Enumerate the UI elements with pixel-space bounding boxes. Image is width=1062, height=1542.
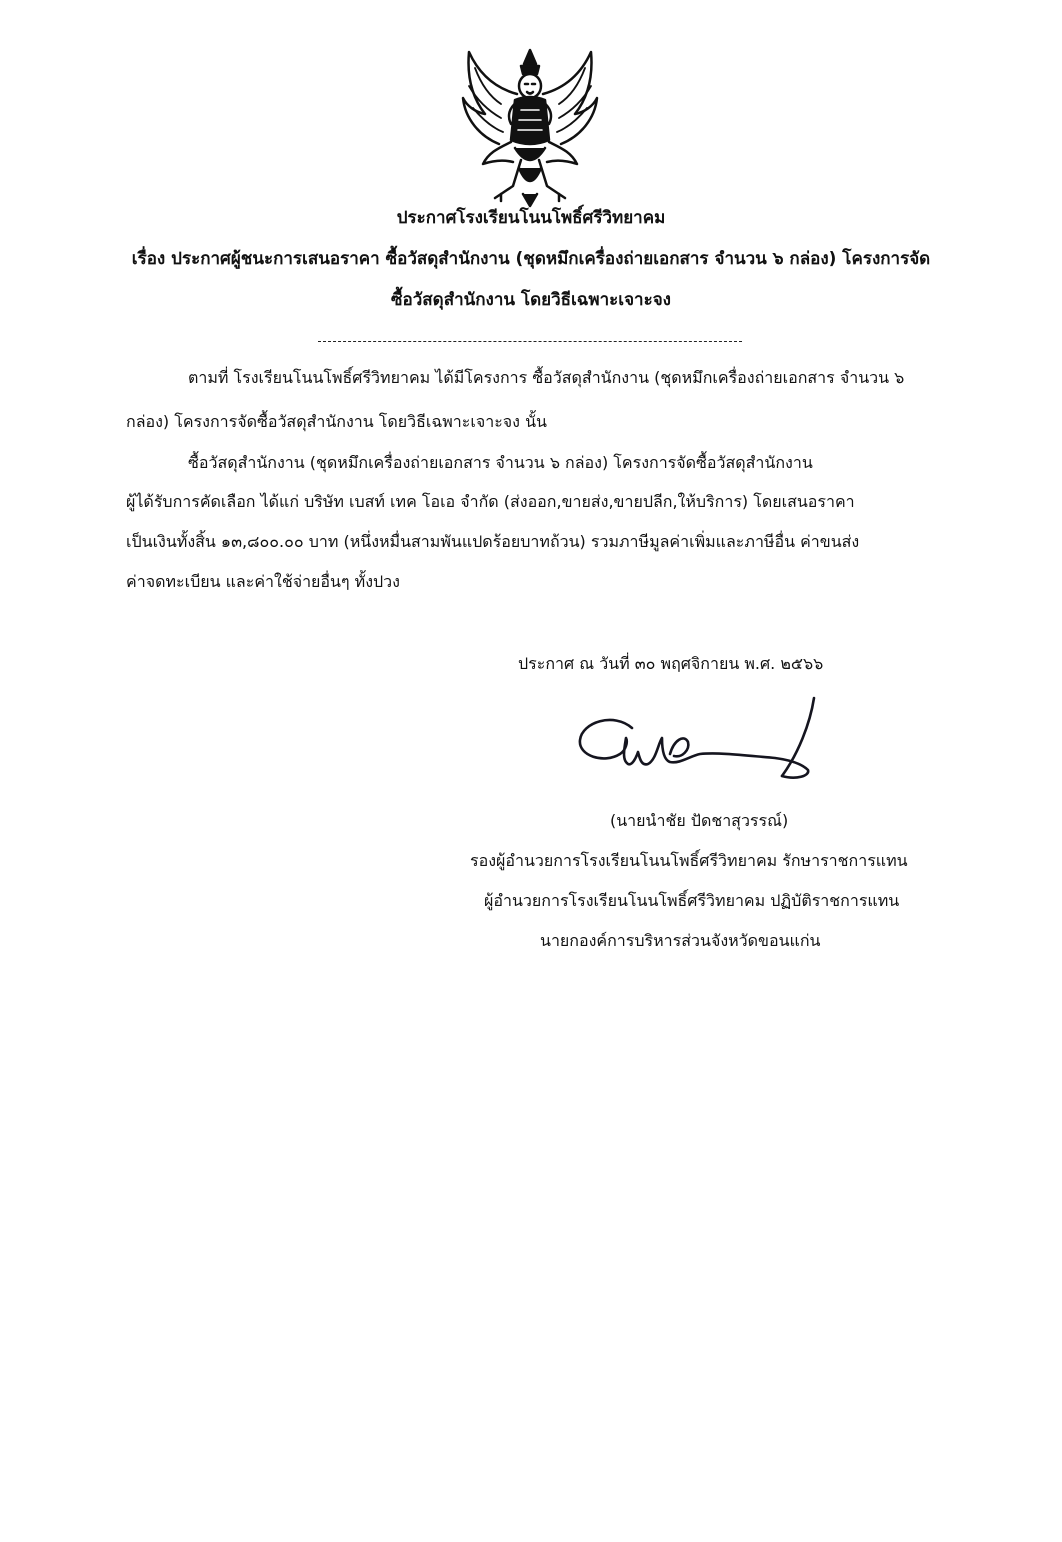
separator-rule [318, 341, 742, 342]
paragraph-2-line-3: เป็นเงินทั้งสิ้น ๑๓,๘๐๐.๐๐ บาท (หนึ่งหมื่นสามพันแปดร้อยบาทถ้วน) รวมภาษีมูลค่าเพิ่มและภาษีอื่น ค่าขนส่ง [126, 532, 860, 551]
signer-position-line-2: ผู้อำนวยการโรงเรียนโนนโพธิ์ศรีวิทยาคม ปฏิบัติราชการแทน [484, 891, 900, 910]
announcement-date: ประกาศ ณ วันที่ ๓๐ พฤศจิกายน พ.ศ. ๒๕๖๖ [518, 654, 824, 673]
signer-position-line-3: นายกองค์การบริหารส่วนจังหวัดขอนแก่น [540, 931, 821, 950]
paragraph-2-line-4: ค่าจดทะเบียน และค่าใช้จ่ายอื่นๆ ทั้งปวง [126, 572, 400, 591]
signer-name: (นายนำชัย ปัดชาสุวรรณ์) [610, 811, 789, 830]
paragraph-1-line-2: กล่อง) โครงการจัดซื้อวัสดุสำนักงาน โดยวิธีเฉพาะเจาะจง นั้น [126, 412, 547, 431]
paragraph-2-line-2: ผู้ได้รับการคัดเลือก ได้แก่ บริษัท เบสท์ เทค โอเอ จำกัด (ส่งออก,ขายส่ง,ขายปลีก,ให้บริการ) โดยเสนอราคา [126, 492, 855, 511]
announcement-subject-line-1: เรื่อง ประกาศผู้ชนะการเสนอราคา ซื้อวัสดุสำนักงาน (ชุดหมึกเครื่องถ่ายเอกสาร จำนวน ๖ กล่อง) โครงการจัด [131, 249, 931, 269]
paragraph-2-line-1: ซื้อวัสดุสำนักงาน (ชุดหมึกเครื่องถ่ายเอกสาร จำนวน ๖ กล่อง) โครงการจัดซื้อวัสดุสำนักงาน [188, 453, 813, 472]
garuda-emblem-icon [455, 44, 605, 208]
announcement-title: ประกาศโรงเรียนโนนโพธิ์ศรีวิทยาคม [396, 208, 666, 228]
signer-position-line-1: รองผู้อำนวยการโรงเรียนโนนโพธิ์ศรีวิทยาคม รักษาราชการแทน [470, 851, 908, 870]
handwritten-signature [570, 694, 840, 784]
paragraph-1-line-1: ตามที่ โรงเรียนโนนโพธิ์ศรีวิทยาคม ได้มีโครงการ ซื้อวัสดุสำนักงาน (ชุดหมึกเครื่องถ่ายเอกสาร จำนวน ๖ [188, 368, 905, 387]
announcement-subject-line-2: ซื้อวัสดุสำนักงาน โดยวิธีเฉพาะเจาะจง [391, 290, 671, 310]
